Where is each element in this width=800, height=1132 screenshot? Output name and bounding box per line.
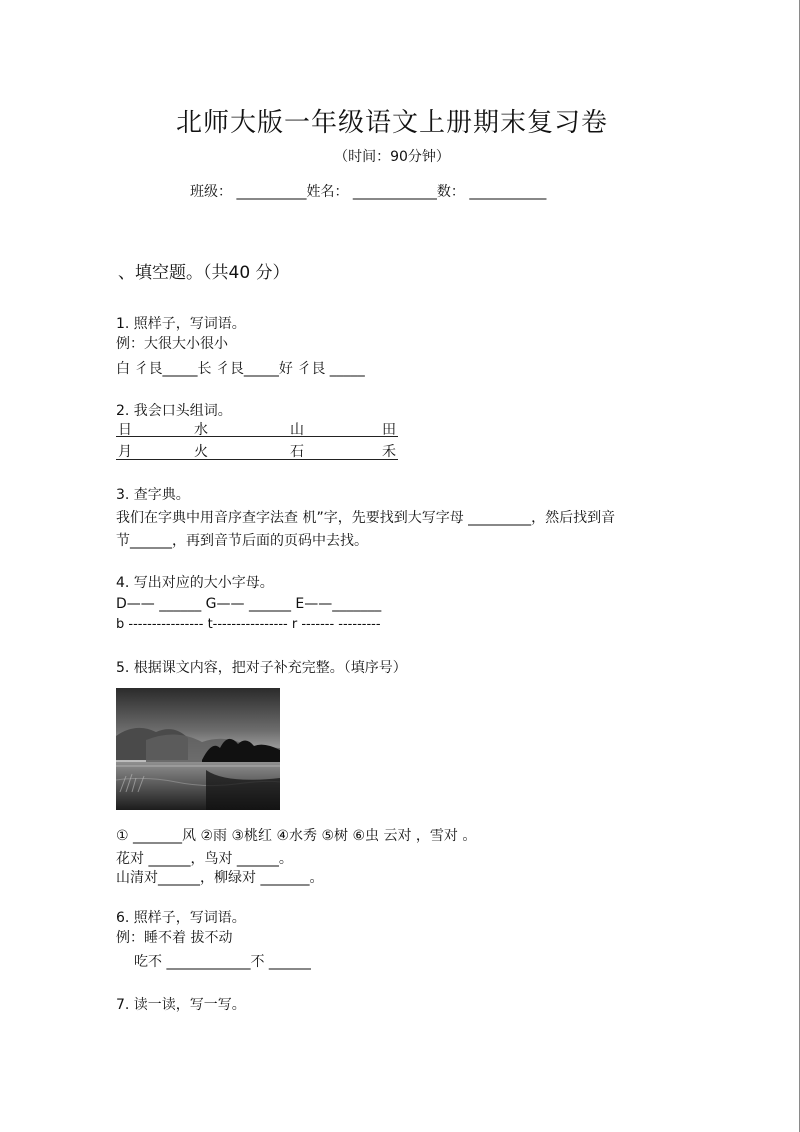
q3-line-2: 节______，再到音节后面的页码中去找。 [116, 533, 368, 549]
q7-heading: 7. 读一读，写一写。 [116, 997, 246, 1013]
q3-line-1: 我们在字典中用音序查字法查 机”字，先要找到大写字母 _________，然后找到音 [116, 510, 616, 526]
q1-answer-line: 白 彳艮_____长 彳艮_____好 彳艮 _____ [116, 361, 365, 377]
landscape-photo [116, 688, 280, 810]
q2-char: 石 [290, 444, 304, 460]
q6-answer-line: 吃不 ____________不 ______ [134, 954, 311, 970]
q1-example: 例：大很大小很小 [116, 336, 228, 352]
q1-heading: 1. 照样子，写词语。 [116, 316, 246, 332]
student-info-line: 班级： __________姓名： ____________数： ___________ [190, 184, 547, 200]
q2-char: 日 [118, 422, 132, 438]
exam-title: 北师大版一年级语文上册期末复习卷 [175, 108, 608, 138]
q5-options-line: ① _______风 ②雨 ③桃红 ④水秀 ⑤树 ⑥虫 云对 ，雪对 。 [116, 828, 477, 844]
q6-heading: 6. 照样子，写词语。 [116, 910, 246, 926]
q2-bottom-rule [116, 459, 398, 460]
q3-heading: 3. 查字典。 [116, 487, 190, 503]
q5-line-2: 花对 ______，鸟对 ______。 [116, 851, 293, 867]
q4-uppercase-line: D—— ______ G—— ______ E——_______ [116, 596, 382, 612]
section-heading: 、填空题。（共40 分） [118, 263, 290, 283]
q5-line-3: 山清对______，柳绿对 _______。 [116, 870, 324, 886]
q4-heading: 4. 写出对应的大小字母。 [116, 575, 274, 591]
q4-lowercase-line: b ---------------- t---------------- r ------- --------- [116, 617, 381, 632]
q2-row-1 [116, 419, 398, 437]
q2-heading: 2. 我会口头组词。 [116, 403, 232, 419]
q2-char: 水 [194, 422, 208, 438]
q5-heading: 5. 根据课文内容，把对子补充完整。（填序号） [116, 660, 407, 676]
q2-char: 禾 [382, 444, 396, 460]
q2-divider [116, 436, 398, 437]
exam-time-note: （时间：90分钟） [334, 149, 450, 165]
q6-example: 例：睡不着 拔不动 [116, 930, 233, 946]
q2-char: 山 [290, 422, 304, 438]
q2-char: 月 [118, 444, 132, 460]
q2-char: 田 [382, 422, 396, 438]
q2-char: 火 [194, 444, 208, 460]
q2-row-2 [116, 441, 398, 459]
